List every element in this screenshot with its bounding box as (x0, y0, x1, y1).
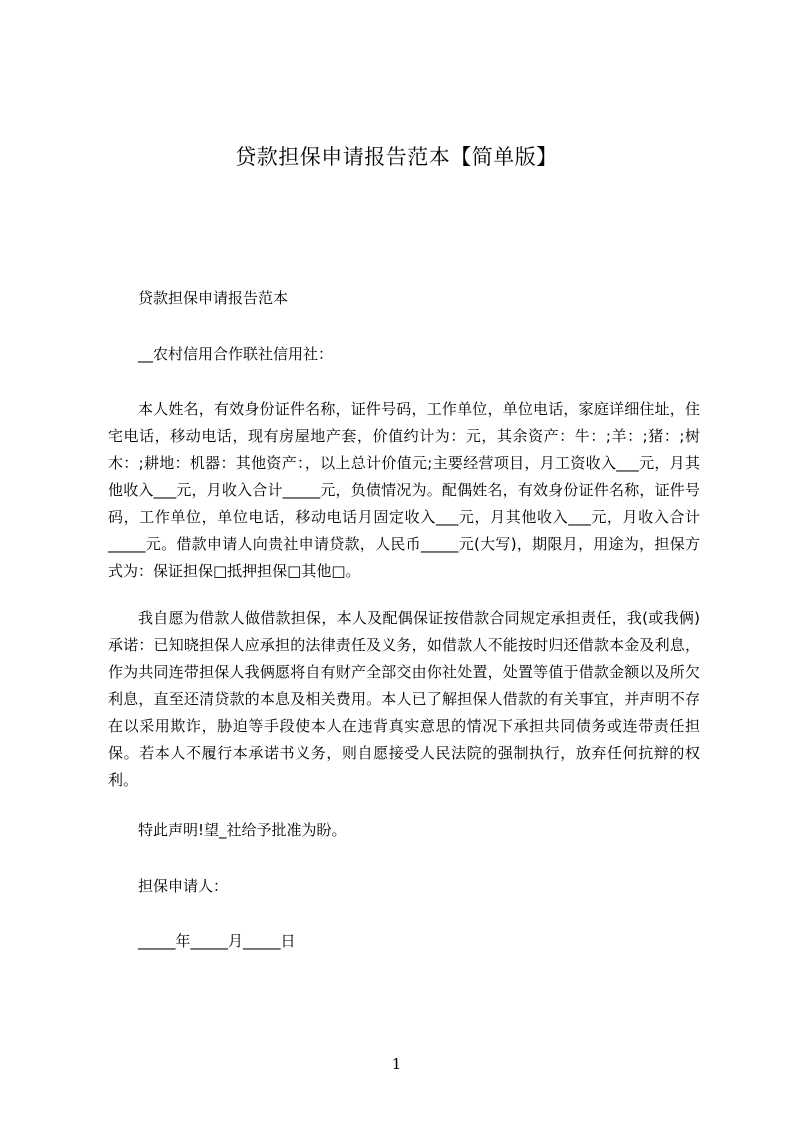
addressee-line: __农村信用合作联社信用社： (138, 345, 334, 363)
applicant-info-paragraph: 本人姓名，有效身份证件名称，证件号码，工作单位，单位电话，家庭详细住址，住宅电话，移动电话，现有房屋地产套，价值约计为：元，其余资产：牛：;羊：;猪：;树木：;耕地：机器：其他资产：，以上总计价值元;主要经营项目，月工资收入___元，月其他收入___元，月收入合计_____元，负债情况为。配偶姓名，有效身份证件名称，证件号码，工作单位，单位电话，移动电话月固定收入___元，月其他收入___元，月收入合计_____元。借款申请人向贵社申请贷款，人民币_____元(大写)，期限月，用途为，担保方式为：保证担保□抵押担保□其他□。 (108, 400, 700, 580)
date-block (108, 928, 700, 955)
guarantee-pledge-paragraph: 我自愿为借款人做借款担保，本人及配偶保证按借款合同规定承担责任，我(或我俩)承诺：已知晓担保人应承担的法律责任及义务，如借款人不能按时归还借款本金及利息，作为共同连带担保人我俩愿将自有财产全部交由你社处置，处置等值于借款金额以及所欠利息，直至还清贷款的本息及相关费用。本人已了解担保人借款的有关事宜，并声明不存在以采用欺诈，胁迫等手段使本人在违背真实意思的情况下承担共同债务或连带责任担保。若本人不履行本承诺书义务，则自愿接受人民法院的强制执行，放弃任何抗辩的权利。 (108, 609, 700, 789)
date-line: _____年_____月_____日 (138, 932, 296, 950)
declaration-line: 特此声明!望_社给予批准为盼。 (138, 821, 347, 839)
guarantee-pledge-block (108, 605, 700, 794)
addressee-block (108, 341, 700, 368)
signature-block (108, 873, 700, 900)
declaration-block (108, 817, 700, 844)
signature-label: 担保申请人： (138, 877, 229, 895)
subtitle-block (108, 285, 700, 312)
document-subtitle: 贷款担保申请报告范本 (138, 289, 289, 307)
page-number: 1 (391, 1055, 402, 1073)
applicant-info-block (108, 396, 700, 585)
document-title: 贷款担保申请报告范本【简单版】 (235, 145, 558, 169)
